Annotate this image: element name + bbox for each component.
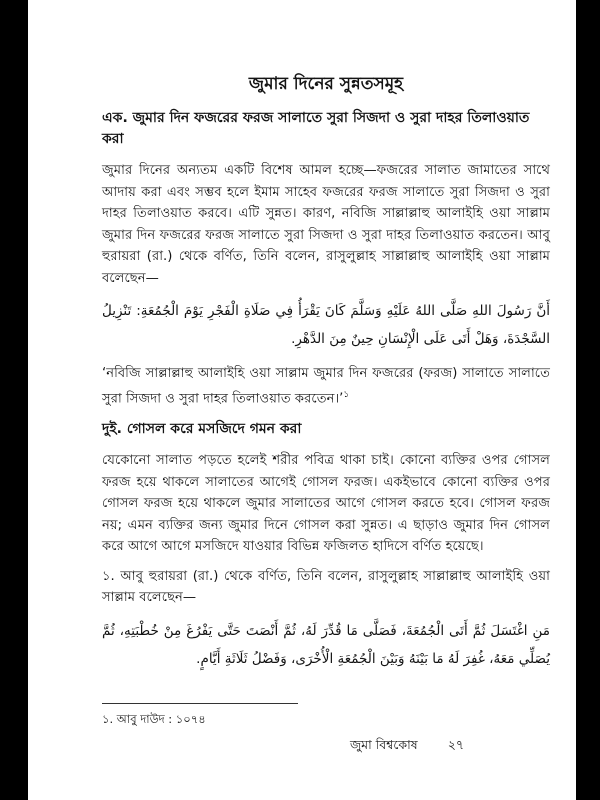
footnote-divider (102, 703, 298, 704)
section-heading-1: এক. জুমার দিন ফজরের ফরজ সালাতে সুরা সিজদা ও সুরা দাহর তিলাওয়াত করা (102, 110, 530, 147)
arabic-hadith-1: أَنَّ رَسُولَ اللهِ صَلَّى اللهُ عَلَيْهِ وَسَلَّمَ كَانَ يَقْرَأُ فِي صَلَاةِ الْفَجْرِ يَوْمَ الْجُمُعَةِ: تَنْزِيلُ السَّجْدَةَ، وَهَلْ أَتَى عَلَى الْإِنْسَانِ حِينٌ مِنَ الدَّهْرِ. (102, 303, 550, 347)
book-title: জুমা বিশ্বকোষ (350, 737, 418, 752)
chapter-title: জুমার দিনের সুন্নতসমূহ (248, 74, 404, 94)
left-black-border (0, 0, 28, 800)
book-page (28, 0, 576, 800)
footnote-marker: ১ (343, 389, 350, 400)
running-footer (350, 736, 464, 754)
hadith-1-translation (102, 363, 550, 409)
section-1-paragraph: জুমার দিনের অন্যতম একটি বিশেষ আমল হচ্ছে—ফজরের সালাত জামাতের সাথে আদায় করা এবং সম্ভব হলে ইমাম সাহেব ফজরের ফরজ সালাতে সুরা সিজদা ও সুরা দাহর তিলাওয়াত করবে। এটি সুন্নত। কারণ, নবিজি সাল্লাল্লাহু আলাইহি ওয়া সাল্লাম জুমার দিন ফজরের ফরজ সালাতে সুরা সিজদা ও সুরা দাহর তিলাওয়াত করতেন। আবু হুরায়রা (রা.) থেকে বর্ণিত, তিনি বলেন, রাসুলুল্লাহ সাল্লাল্লাহু আলাইহি ওয়া সাল্লাম বলেছেন— (102, 163, 550, 286)
section-2-paragraph: যেকোনো সালাত পড়তে হলেই শরীর পবিত্র থাকা চাই। কোনো ব্যক্তির ওপর গোসল ফরজ হয়ে থাকলে সালাতের আগেই গোসল ফরজ। একইভাবে কোনো ব্যক্তির ওপর গোসল ফরজ হয়ে থাকলে জুমার সালাতের আগে গোসল করতে হবে। গোসল ফরজ নয়; এমন ব্যক্তির জন্য জুমার দিনে গোসল করা সুন্নত। এ ছাড়াও জুমার দিন গোসল করে আগে আগে মসজিদে যাওয়ার বিভিন্ন ফজিলত হাদিসে বর্ণিত হয়েছে। (102, 453, 550, 555)
section-2-item-1: ১. আবু হুরায়রা (রা.) থেকে বর্ণিত, তিনি বলেন, রাসুলুল্লাহ সাল্লাল্লাহু আলাইহি ওয়া সাল্লাম বলেছেন— (102, 568, 550, 606)
arabic-hadith-2: مَنِ اغْتَسَلَ ثُمَّ أَتَى الْجُمُعَةَ، فَصَلَّى مَا قُدِّرَ لَهُ، ثُمَّ أَنْصَتَ حَتَّى يَفْرُغَ مِنْ خُطْبَتِهِ، ثُمَّ يُصَلِّي مَعَهُ، غُفِرَ لَهُ مَا بَيْنَهُ وَبَيْنَ الْجُمُعَةِ الْأُخْرَى، وَفَضْلُ ثَلَاثَةِ أَيَّامٍ. (102, 622, 550, 667)
footnote: ১. আবু দাউদ : ১০৭৪ (102, 712, 206, 726)
right-black-border (576, 0, 600, 800)
translation-text: ‘নবিজি সাল্লাল্লাহু আলাইহি ওয়া সাল্লাম জুমার দিন ফজরের (ফরজ) সালাতে সালাতে সুরা সিজদা ও সুরা দাহর তিলাওয়াত করতেন।’ (102, 366, 550, 406)
page-content (102, 72, 550, 683)
page-number: ২৭ (447, 737, 464, 752)
section-heading-2: দুই. গোসল করে মসজিদে গমন করা (102, 421, 302, 438)
